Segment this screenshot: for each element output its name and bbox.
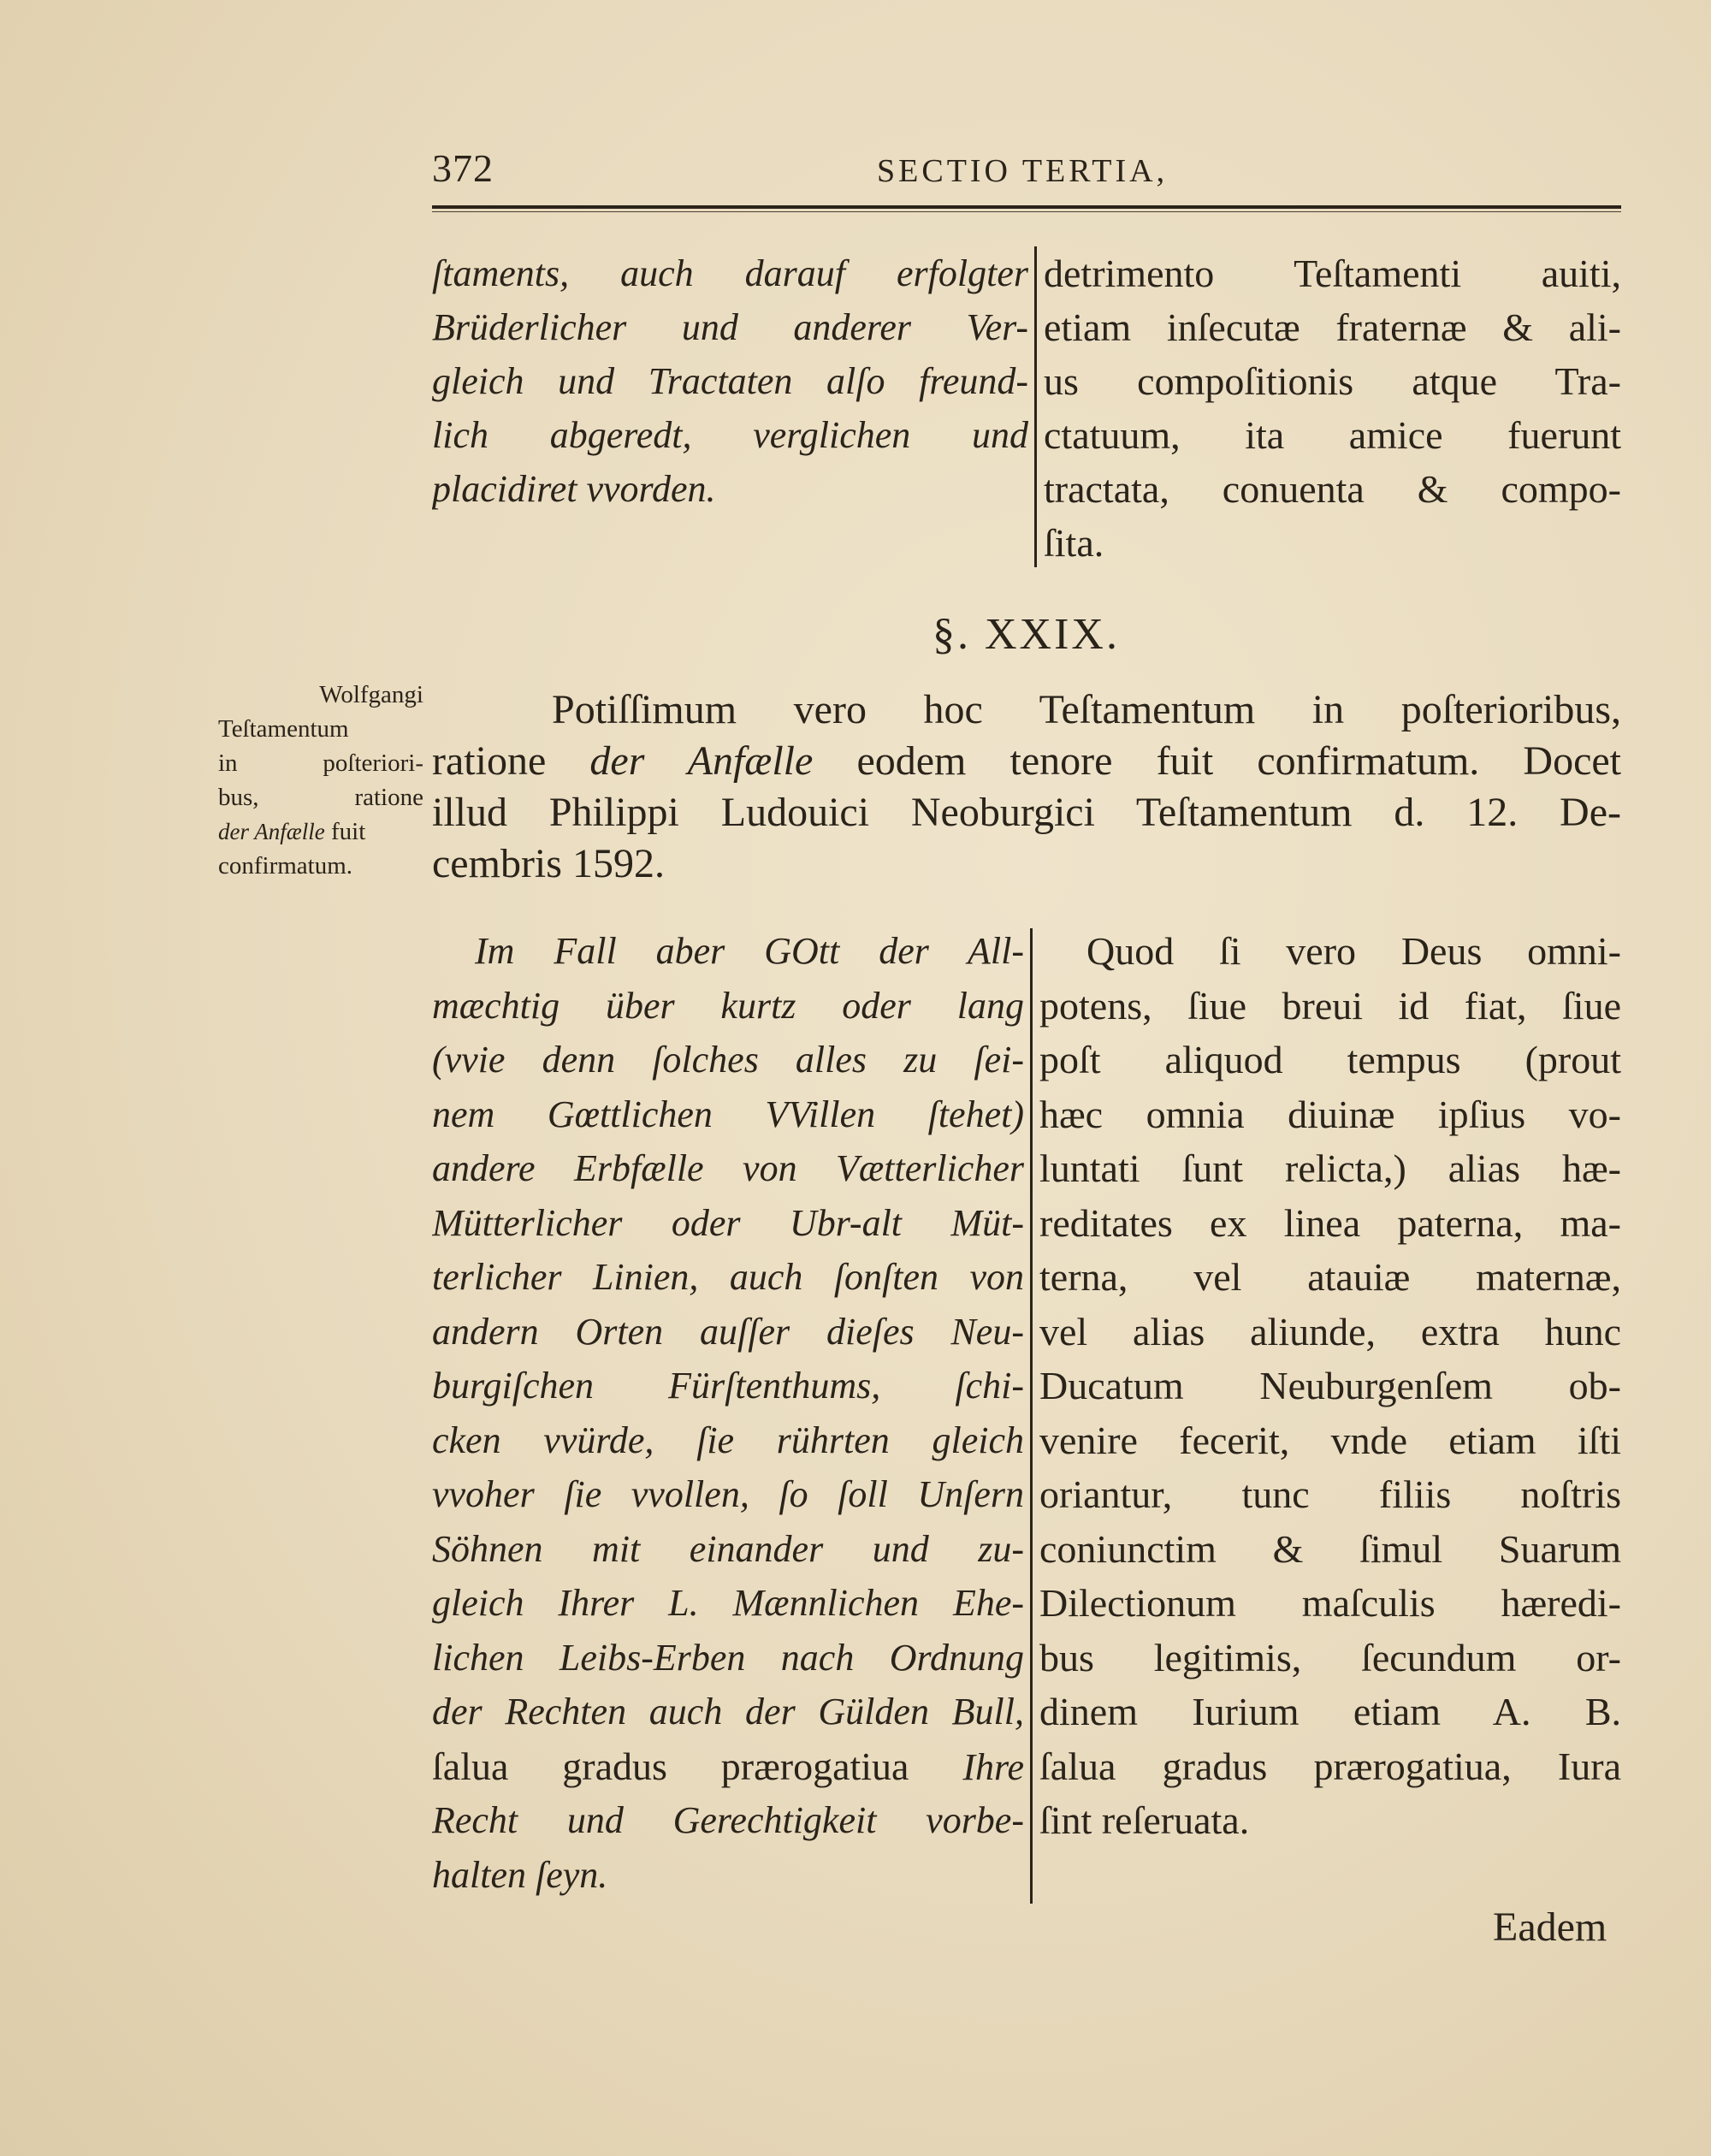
column-rule (1030, 928, 1033, 1904)
text-line: gleich Ihrer L. Mænnlichen Ehe- (432, 1582, 1024, 1624)
text-line: nem Gœttlichen VVillen ſtehet) (432, 1093, 1024, 1135)
upper-german-column (432, 246, 1028, 516)
sidenote-line: Wolfgangi (319, 681, 423, 708)
text-line: cken vvürde, ſie rührten gleich (432, 1419, 1024, 1461)
text-line (432, 1739, 1024, 1794)
sidenote-line: in poſteriori- (218, 749, 423, 777)
text-line: bus legitimis, ſecundum or- (1039, 1635, 1621, 1679)
text-line: lich abgeredt, verglichen und (432, 414, 1028, 456)
lower-german-column (432, 924, 1024, 1902)
text-line: Dilectionum maſculis hæredi- (1039, 1581, 1621, 1625)
text-line: tractata, conuenta & compo- (1044, 467, 1621, 511)
page-number: 372 (432, 146, 494, 190)
text-line: Ducatum Neuburgenſem ob- (1039, 1364, 1621, 1407)
text-line: ſalua gradus prærogatiua, Iura (1039, 1744, 1621, 1788)
text-line: etiam inſecutæ fraternæ & ali- (1044, 305, 1621, 349)
text-line: illud Philippi Ludouici Neoburgici Teſtamentum d. 12. De- (432, 790, 1621, 835)
text-line: ſint reſeruata. (1039, 1798, 1250, 1842)
text-line: burgiſchen Fürſtenthums, ſchi- (432, 1365, 1024, 1407)
text-line: Söhnen mit einander und zu- (432, 1527, 1024, 1570)
sidenote-roman: fuit (324, 818, 366, 845)
sidenote-line: Teſtamentum (218, 715, 349, 743)
sidenote-line: bus, ratione (218, 784, 423, 811)
text-line: cembris 1592. (432, 841, 665, 886)
text-line: andern Orten auſſer dieſes Neu- (432, 1310, 1024, 1353)
sidenote-italic: der Anfælle (218, 819, 325, 844)
text-roman: ratione (432, 738, 590, 784)
text-line: lichen Leibs-Erben nach Ordnung (432, 1636, 1024, 1679)
text-line: oriantur, tunc filiis noſtris (1039, 1472, 1621, 1516)
header-rule (432, 205, 1621, 212)
text-line: coniunctim & ſimul Suarum (1039, 1526, 1621, 1571)
text-line: Brüderlicher und anderer Ver- (432, 306, 1028, 348)
text-line: placidiret vvorden. (432, 468, 716, 510)
text-line: Potiſſimum vero hoc Teſtamentum in poſterioribus, (552, 687, 1621, 732)
text-italic: der Anfælle (589, 738, 814, 784)
running-head: SECTIO TERTIA, (877, 153, 1169, 189)
text-roman: ſalua gradus prærogatiua (432, 1744, 963, 1788)
text-line: ſtaments, auch darauf erfolgter (432, 252, 1028, 294)
text-line: Recht und Gerechtigkeit vorbe- (432, 1799, 1024, 1841)
text-line: luntati ſunt relicta,) alias hæ- (1039, 1146, 1621, 1190)
text-line: ſita. (1044, 521, 1104, 565)
section-heading: §. XXIX. (932, 610, 1120, 659)
text-line: vvoher ſie vvollen, ſo ſoll Unſern (432, 1473, 1024, 1515)
text-line (432, 736, 1621, 787)
text-line: dinem Iurium etiam A. B. (1039, 1690, 1621, 1733)
upper-latin-column (1044, 246, 1621, 570)
text-line: (vvie denn ſolches alles zu ſei- (432, 1039, 1024, 1081)
text-line: reditates ex linea paterna, ma- (1039, 1200, 1621, 1245)
text-line: Quod ſi vero Deus omni- (1086, 929, 1621, 973)
text-line: venire fecerit, vnde etiam iſti (1039, 1418, 1621, 1462)
text-line: potens, ſiue breui id fiat, ſiue (1039, 983, 1621, 1028)
sidenote-line (218, 814, 423, 849)
lower-latin-column (1039, 924, 1621, 1848)
text-line: vel alias aliunde, extra hunc (1039, 1309, 1621, 1353)
text-line: detrimento Teſtamenti auiti, (1044, 252, 1621, 295)
text-line: terlicher Linien, auch ſonſten von (432, 1256, 1024, 1298)
text-line: ctatuum, ita amice fuerunt (1044, 413, 1621, 457)
section-paragraph (432, 684, 1621, 890)
text-line: andere Erbfælle von Vætterlicher (432, 1147, 1024, 1189)
text-line: gleich und Tractaten alſo freund- (432, 360, 1028, 402)
text-roman: eodem tenore fuit confirmatum. Docet (813, 738, 1621, 784)
marginal-note (218, 678, 423, 883)
text-line: der Rechten auch der Gülden Bull, (432, 1691, 1024, 1732)
text-line: mæchtig über kurtz oder lang (432, 984, 1024, 1027)
text-line: terna, vel atauiæ maternæ, (1039, 1255, 1621, 1299)
column-rule (1034, 246, 1037, 567)
catchword: Eadem (1493, 1904, 1607, 1950)
text-line: hæc omnia diuinæ ipſius vo- (1039, 1092, 1621, 1136)
text-line: Im Fall aber GOtt der All- (475, 930, 1024, 972)
text-line: poſt aliquod tempus (prout (1039, 1038, 1621, 1081)
text-line: us compoſitionis atque Tra- (1044, 359, 1621, 403)
text-line: halten ſeyn. (432, 1853, 608, 1896)
text-line: Mütterlicher oder Ubr-alt Müt- (432, 1201, 1024, 1244)
sidenote-line: confirmatum. (218, 852, 353, 880)
text-italic: Ihre (962, 1745, 1024, 1788)
